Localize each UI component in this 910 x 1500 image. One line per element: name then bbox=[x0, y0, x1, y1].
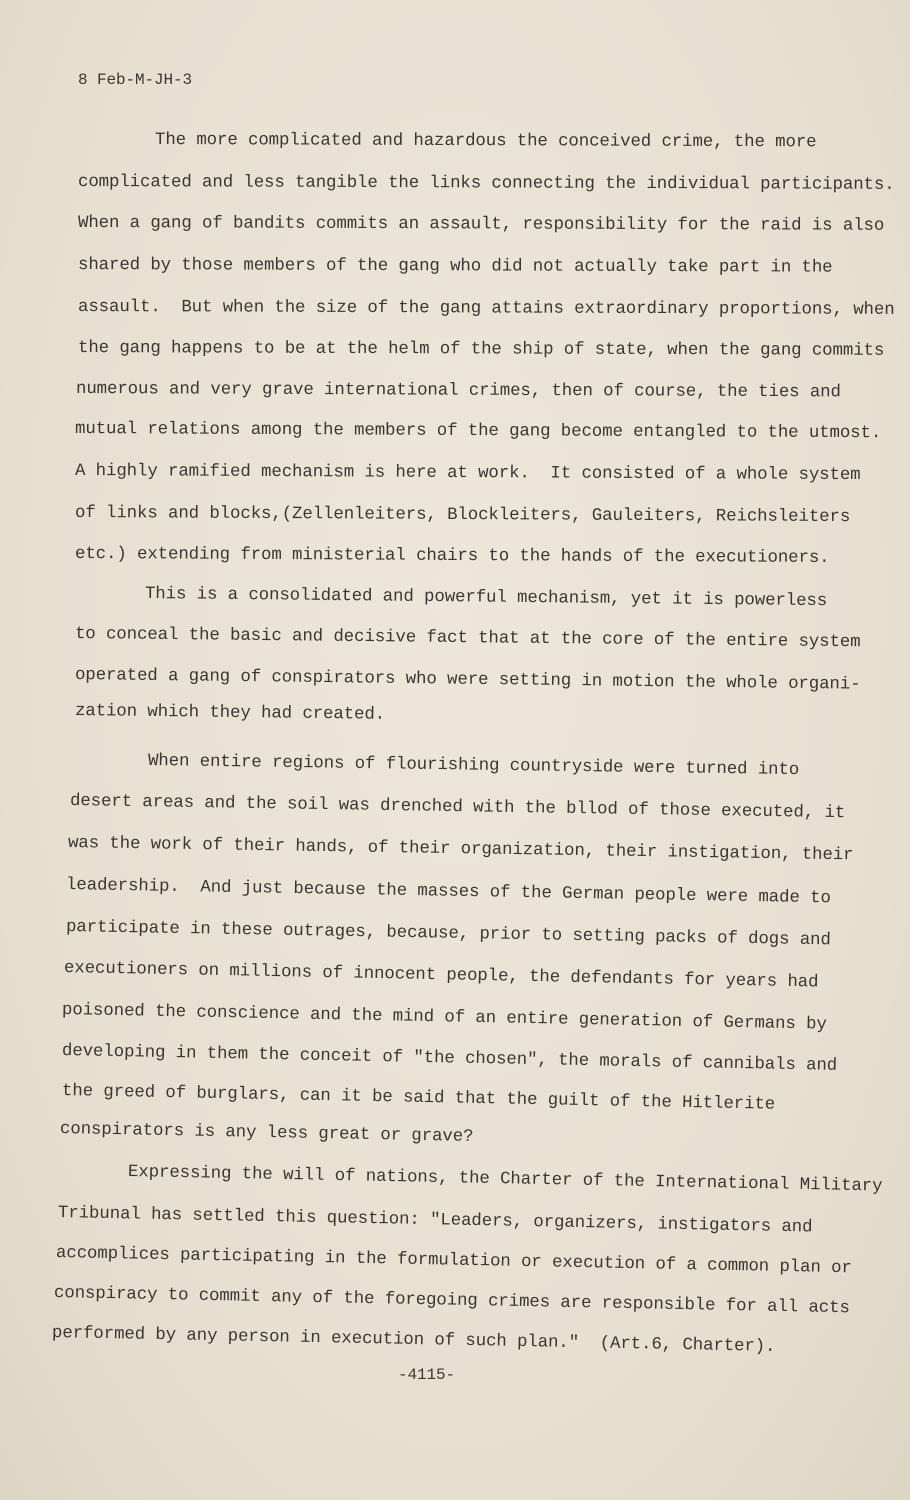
paragraph-1-line: complicated and less tangible the links connecting the individual participants. bbox=[77, 173, 895, 195]
paragraph-1-line: When a gang of bandits commits an assault, responsibility for the raid is also bbox=[77, 214, 885, 236]
paragraph-4-line: Tribunal has settled this question: "Leaders, organizers, instigators and bbox=[57, 1204, 813, 1238]
paragraph-1-line: shared by those members of the gang who did not actually take part in the bbox=[77, 256, 833, 278]
paragraph-4-line: Expressing the will of nations, the Charter of the International Military bbox=[127, 1163, 883, 1197]
paragraph-2-line: zation which they had created. bbox=[74, 702, 386, 725]
paragraph-2-line: operated a gang of conspirators who were setting in motion the whole organi- bbox=[74, 666, 861, 695]
paragraph-3-line: desert areas and the soil was drenched with the bllod of those executed, it bbox=[69, 792, 846, 824]
paragraph-3-line: conspirators is any less great or grave? bbox=[59, 1120, 474, 1147]
paragraph-1-line: numerous and very grave international crimes, then of course, the ties and bbox=[75, 380, 841, 403]
paragraph-1-line: of links and blocks,(Zellenleiters, Blockleiters, Gauleiters, Reichsleiters bbox=[74, 504, 851, 528]
paragraph-1-line: mutual relations among the members of the gang become entangled to the utmost. bbox=[74, 420, 882, 444]
paragraph-1-line: A highly ramified mechanism is here at work. It consisted of a whole system bbox=[74, 462, 861, 486]
paragraph-3-line: was the work of their hands, of their organization, their instigation, their bbox=[67, 834, 854, 866]
paragraph-3-line: developing in them the conceit of "the chosen", the morals of cannibals and bbox=[61, 1042, 838, 1076]
paragraph-4-line: accomplices participating in the formulation or execution of a common plan or bbox=[55, 1244, 852, 1279]
paragraph-3-line: the greed of burglars, can it be said that the guilt of the Hitlerite bbox=[61, 1082, 776, 1115]
paragraph-3-line: participate in these outrages, because, prior to setting packs of dogs and bbox=[65, 918, 831, 951]
paragraph-3-line: leadership. And just because the masses of the German people were made to bbox=[65, 876, 831, 909]
paragraph-3-line: executioners on millions of innocent people, the defendants for years had bbox=[63, 959, 819, 993]
paragraph-1-line: The more complicated and hazardous the conceived crime, the more bbox=[154, 131, 817, 153]
paragraph-1-line: the gang happens to be at the helm of the ship of state, when the gang commits bbox=[77, 339, 885, 361]
paragraph-4-line: performed by any person in execution of such plan." (Art.6, Charter). bbox=[51, 1324, 776, 1357]
paragraph-4-line: conspiracy to commit any of the foregoing crimes are responsible for all acts bbox=[53, 1284, 850, 1319]
page-number: -4115- bbox=[398, 1366, 456, 1384]
paragraph-1-line: etc.) extending from ministerial chairs to the hands of the executioners. bbox=[74, 545, 830, 568]
paragraph-1-line: assault. But when the size of the gang attains extraordinary proportions, when bbox=[77, 298, 895, 320]
paragraph-3-line: poisoned the conscience and the mind of an entire generation of Germans by bbox=[61, 1001, 827, 1035]
document-header: 8 Feb-M-JH-3 bbox=[78, 71, 193, 89]
paragraph-3-line: When entire regions of flourishing countryside were turned into bbox=[147, 752, 800, 781]
paragraph-2-line: This is a consolidated and powerful mechanism, yet it is powerless bbox=[144, 585, 828, 612]
paragraph-2-line: to conceal the basic and decisive fact that at the core of the entire system bbox=[74, 625, 861, 653]
